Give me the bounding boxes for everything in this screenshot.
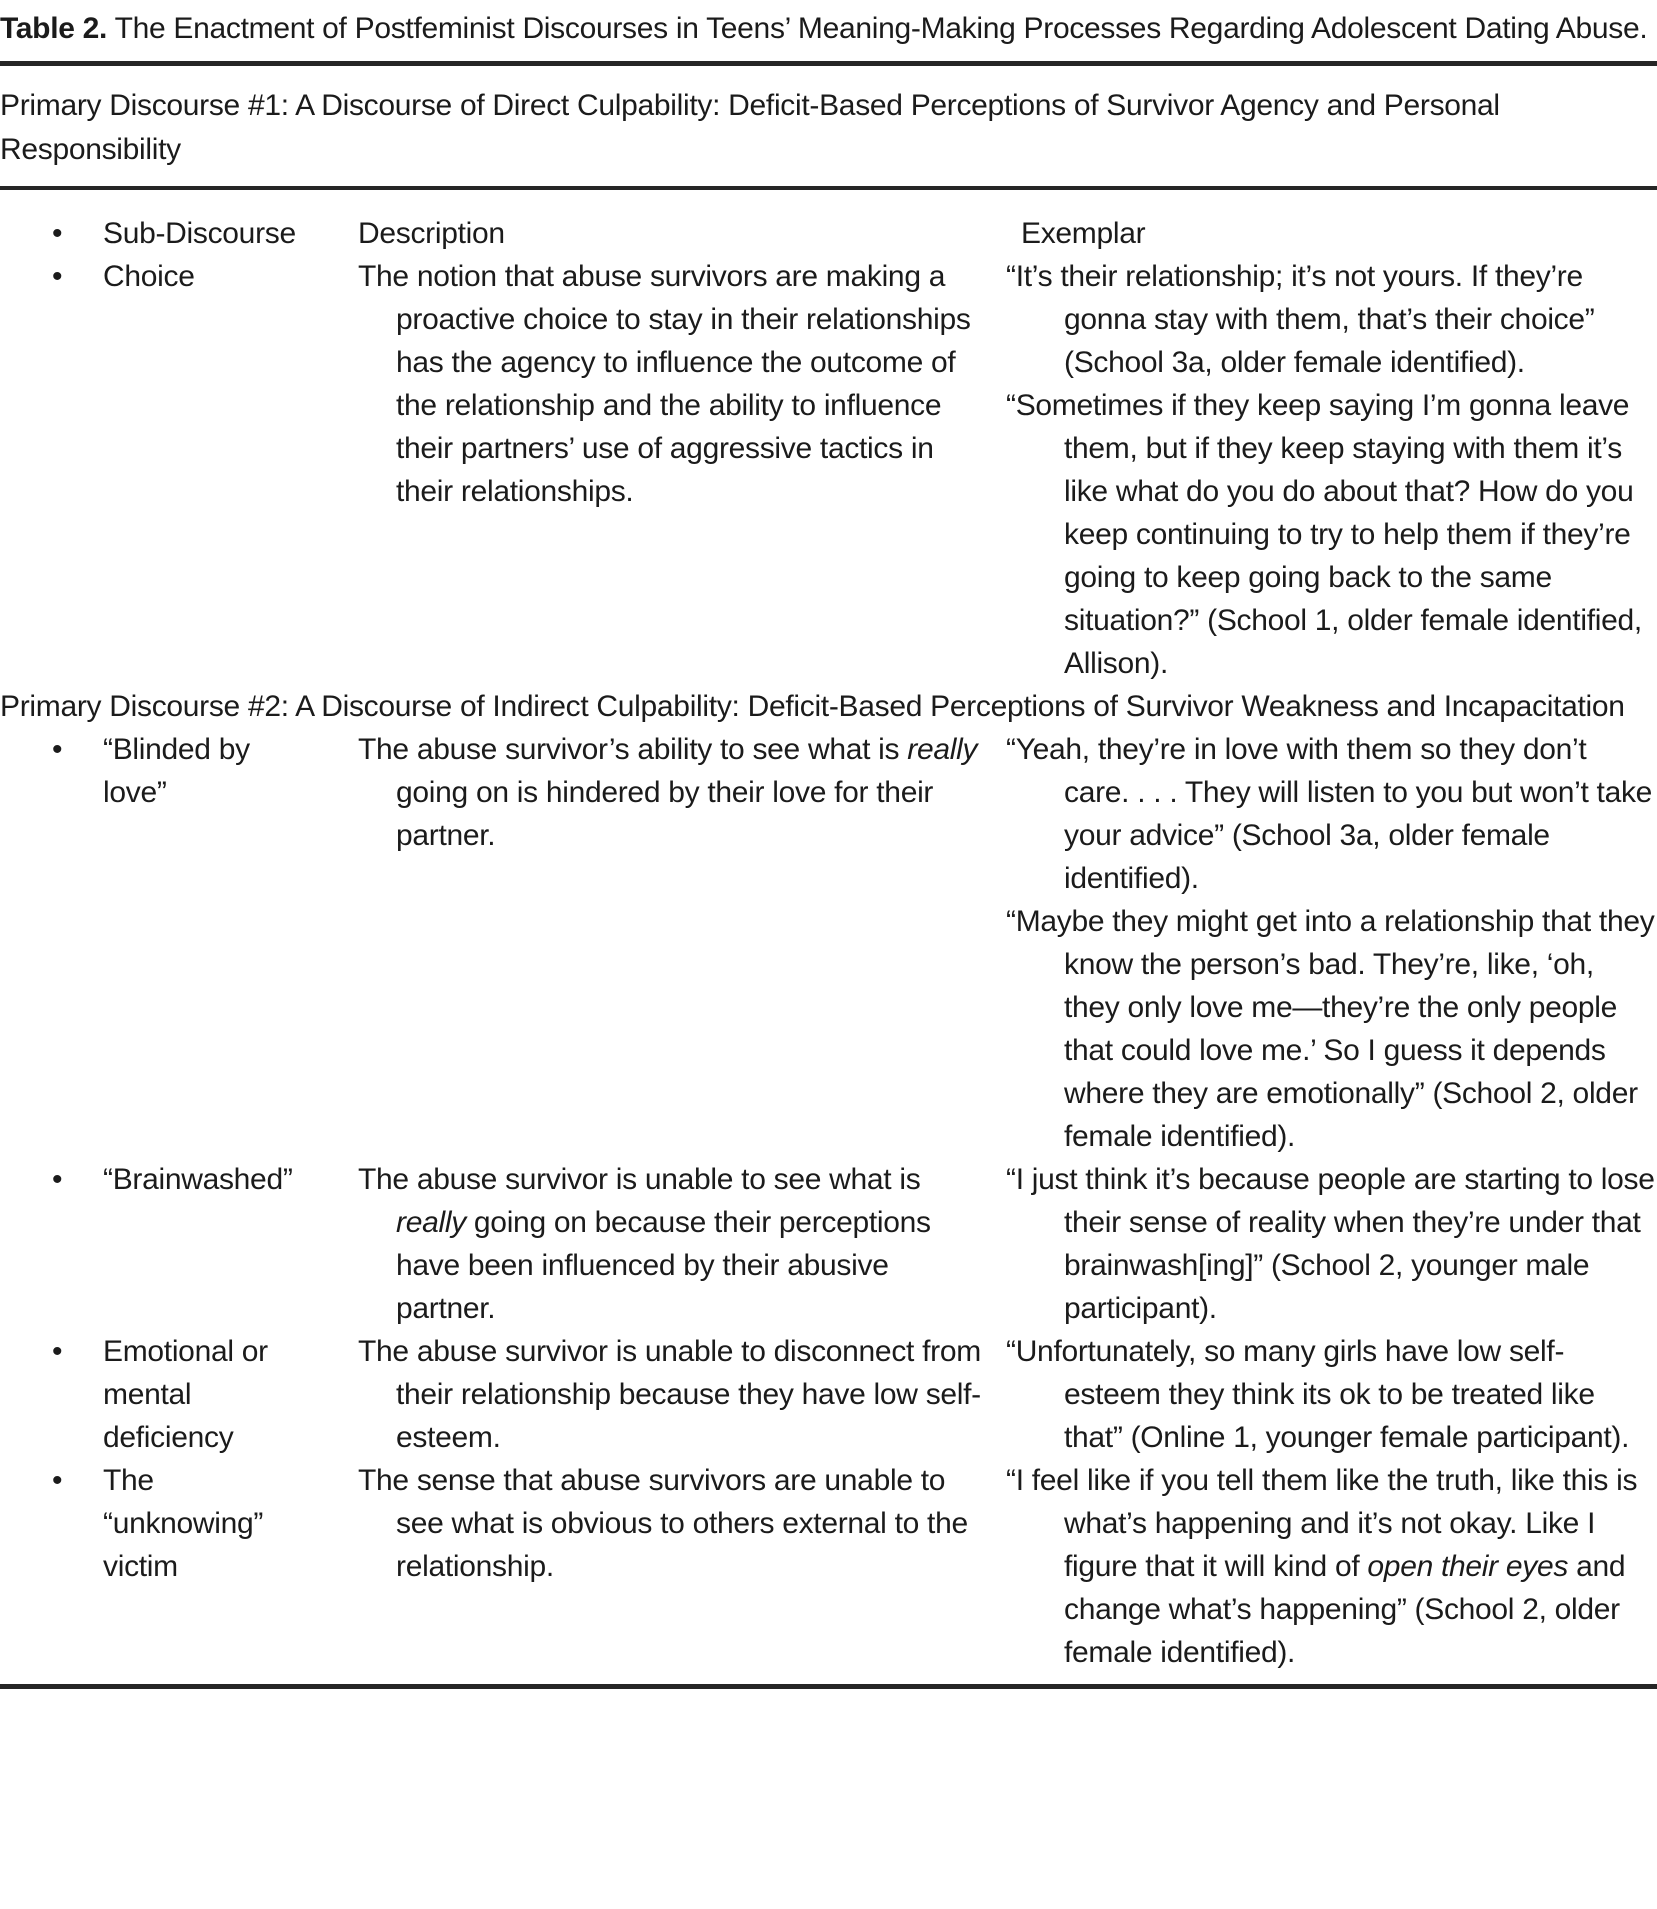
table-row-unknowing-victim-description <box>358 1459 1006 1674</box>
sub-discourse-label: Emotional or mental deficiency <box>103 1335 268 1454</box>
table-row-emotional-deficiency-exemplar <box>1006 1330 1657 1459</box>
bullet-icon: • <box>52 1163 63 1196</box>
description-text: The abuse survivor is unable to see what is really going on because their perceptions have been influenced by their abusive partner. <box>358 1163 931 1325</box>
exemplar-quote: “I feel like if you tell them like the truth, like this is what’s happening and it’s not okay. Like I figure that it will kind of open their eyes and change what’s happening” (School 2, older female identified). <box>1006 1464 1638 1669</box>
top-rule <box>0 61 1657 66</box>
description-text: The notion that abuse survivors are making a proactive choice to stay in their relationships has the agency to influence the outcome of the relationship and the ability to influence their partners’ use of aggressive tactics in their relationships. <box>358 260 971 508</box>
table-row-choice-sub <box>0 255 358 685</box>
table-row-choice-exemplar <box>1006 255 1657 685</box>
exemplar-quote: “Maybe they might get into a relationship that they know the person’s bad. They’re, like, ‘oh, they only love me—they’re the only people that could love me.’ So I guess it depends where they are emotionally” (School 2, older female identified). <box>1006 905 1655 1153</box>
bullet-icon: • <box>52 260 63 293</box>
exemplar-quote: “Sometimes if they keep saying I’m gonna leave them, but if they keep staying with them it’s like what do you do about that? How do you keep continuing to try to help them if they’re going to keep going back to the same situation?” (School 1, older female identified, Allison). <box>1006 389 1642 680</box>
description-text: The abuse survivor is unable to disconnect from their relationship because they have low self-esteem. <box>358 1335 981 1454</box>
bullet-icon: • <box>52 733 63 766</box>
sub-discourse-label: Choice <box>103 260 195 293</box>
table-row-choice-description <box>358 255 1006 685</box>
table-row-emotional-deficiency-description <box>358 1330 1006 1459</box>
section1-header: Primary Discourse #1: A Discourse of Direct Culpability: Deficit-Based Perceptions of Survivor Agency and Personal Responsibility <box>0 89 1500 166</box>
table-row-blinded-by-love-sub <box>0 728 358 1158</box>
sub-discourse-label: “Brainwashed” <box>103 1163 293 1196</box>
bullet-icon: • <box>52 1464 63 1497</box>
table-body <box>0 212 1657 1674</box>
table-row-blinded-by-love-exemplar <box>1006 728 1657 1158</box>
column-header-description <box>358 212 1006 255</box>
table-caption-text: The Enactment of Postfeminist Discourses in Teens’ Meaning-Making Processes Regarding Adolescent Dating Abuse. <box>107 12 1648 45</box>
table-row-emotional-deficiency-sub <box>0 1330 358 1459</box>
exemplar-quote: “I just think it’s because people are starting to lose their sense of reality when they’re under that brainwash[ing]” (School 2, younger male participant). <box>1006 1163 1655 1325</box>
column-header-description-label: Description <box>358 217 505 250</box>
table-row-unknowing-victim-sub <box>0 1459 358 1674</box>
paper-table-figure <box>0 6 1657 1689</box>
exemplar-quote: “It’s their relationship; it’s not yours. If they’re gonna stay with them, that’s their choice” (School 3a, older female identified). <box>1006 260 1595 379</box>
table-row-brainwashed-description <box>358 1158 1006 1330</box>
table-row-unknowing-victim-exemplar <box>1006 1459 1657 1674</box>
table-row-brainwashed-exemplar <box>1006 1158 1657 1330</box>
bullet-icon: • <box>52 217 63 250</box>
exemplar-quote: “Yeah, they’re in love with them so they don’t care. . . . They will listen to you but won’t take your advice” (School 3a, older female identified). <box>1006 733 1653 895</box>
header-rule <box>0 186 1657 190</box>
column-header-exemplar-label: Exemplar <box>1021 217 1146 250</box>
table-row-blinded-by-love-description <box>358 728 1006 1158</box>
sub-discourse-label: “Blinded by love” <box>103 733 250 809</box>
section2-header <box>0 685 1657 728</box>
table-caption <box>0 6 1657 51</box>
column-header-sub-discourse-label: Sub-Discourse <box>103 217 296 250</box>
table-caption-label: Table 2. <box>0 12 108 45</box>
table-row-brainwashed-sub <box>0 1158 358 1330</box>
bullet-icon: • <box>52 1335 63 1368</box>
bottom-rule <box>0 1684 1657 1689</box>
column-header-sub-discourse <box>0 212 358 255</box>
exemplar-quote: “Unfortunately, so many girls have low self-esteem they think its ok to be treated like that” (Online 1, younger female participant). <box>1006 1335 1630 1454</box>
description-text: The abuse survivor’s ability to see what is really going on is hindered by their love for their partner. <box>358 733 978 852</box>
description-text: The sense that abuse survivors are unable to see what is obvious to others external to the relationship. <box>358 1464 968 1583</box>
sub-discourse-label: The “unknowing” victim <box>103 1464 264 1583</box>
column-header-exemplar <box>1006 212 1657 255</box>
section2-header-text: Primary Discourse #2: A Discourse of Indirect Culpability: Deficit-Based Perceptions of Survivor Weakness and Incapacitation <box>0 690 1625 723</box>
